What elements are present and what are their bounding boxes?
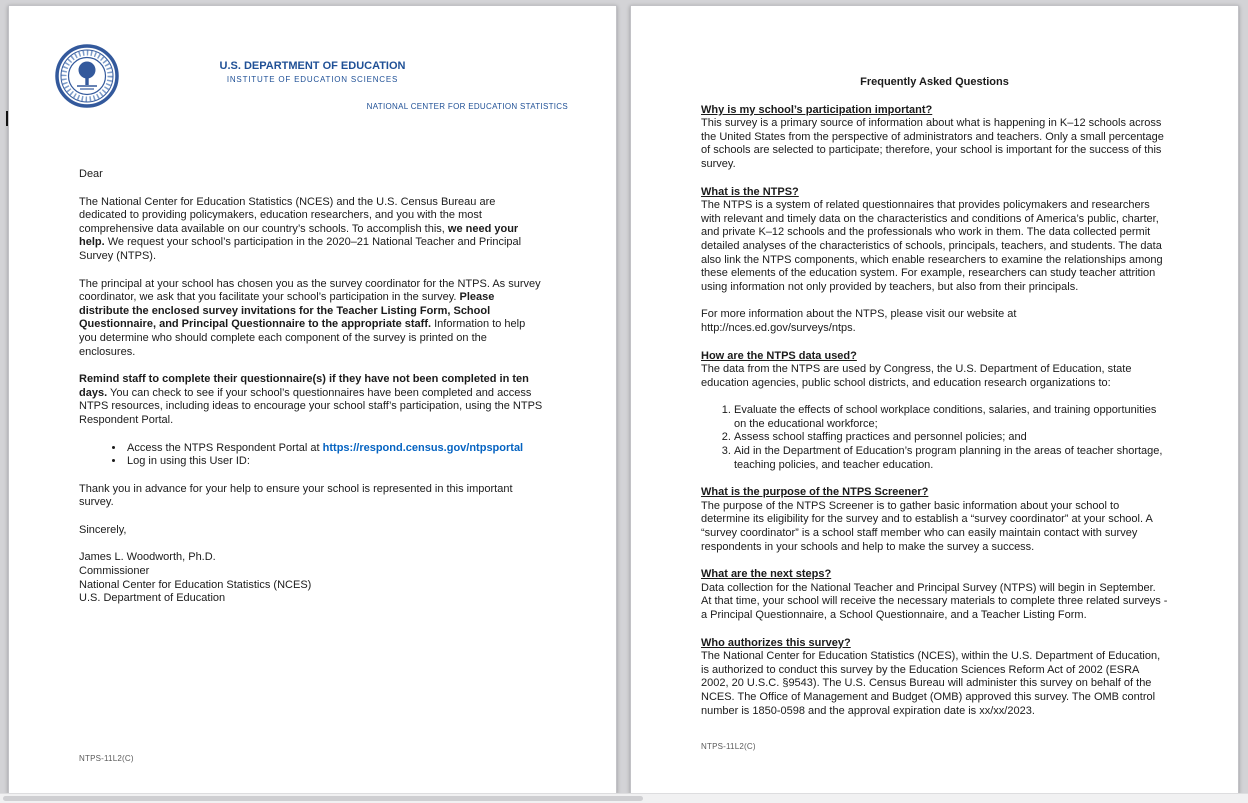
signature-name: James L. Woodworth, Ph.D. [79,551,216,564]
horizontal-scrollbar-thumb[interactable] [3,796,643,801]
p1-text-bold: we need your help. [79,222,519,249]
signature-block [79,551,546,605]
faq-answer-authorizes: The National Center for Education Statistics (NCES), within the U.S. Department of Education, is authorized to conduct this survey by the Education Sciences Reform Act of 2002 (ESRA 2002, 20 U.S.C. §9543). The U.S. Census Bureau will administer this survey on behalf of the NCES. The Office of Management and Budget (OMB) approved this survey. The OMB control number is 1850-0598 and the approval expiration date is xx/xx/2023. [701,650,1161,717]
faq-answer-data-used-intro: The data from the NTPS are used by Congress, the U.S. Department of Education, state education agencies, public school districts, and education research organizations to: [701,363,1132,389]
faq-title: Frequently Asked Questions [860,76,1009,88]
p3-text-b: You can check to see if your school’s questionnaires have been completed and access NTPS resources, including ideas to encourage your school staff’s participation, using the NTPS Respondent Portal. [79,386,543,426]
letterhead-institute: INSTITUTE OF EDUCATION SCIENCES [226,75,399,84]
faq-body [631,6,1238,718]
bullet-user-id [125,455,546,469]
p1-text-a: The National Center for Education Statistics (NCES) and the U.S. Census Bureau are dedicated to providing policymakers, education researchers, and you with the most comprehensive data available on our country’s schools. To accomplish this, [79,195,496,235]
faq-data-used-item: 1. Evaluate the effects of school workplace conditions, salaries, and training opportunities on the educational workforce; [734,404,1168,431]
faq-question-data-used: How are the NTPS data used? [701,349,857,362]
faq-answer-importance: This survey is a primary source of information about what is happening in K–12 schools across the United States from the perspective of administrators and teachers. Only a small percentage of schools are selected to participate; therefore, your school is important for the success of this survey. [701,117,1164,170]
bullet-portal-text: Access the NTPS Respondent Portal at [127,441,323,454]
faq-question-authorizes: Who authorizes this survey? [701,636,851,649]
faq-question-next-steps: What are the next steps? [701,568,832,581]
faq-answer-screener: The purpose of the NTPS Screener is to gather basic information about your school to determine its eligibility for the survey and to establish a “survey coordinator” at your school. A “survey coordinator” is a school staff member who can easily maintain contact with survey respondents in your schools and help to make the survey a success. [701,499,1153,553]
letter-page [8,5,617,794]
faq-data-used-item: 2. Assess school staffing practices and personnel policies; and [734,431,1168,445]
letter-paragraph-3 [79,373,546,427]
horizontal-scrollbar[interactable] [0,793,1248,803]
letter-paragraph-1 [79,196,546,264]
portal-link[interactable]: https://respond.census.gov/ntpsportal [322,441,524,454]
closing: Sincerely, [79,523,127,536]
bullet-portal-access [125,442,546,456]
letter-footer-code: NTPS-11L2(C) [79,754,134,763]
letterhead [9,44,616,122]
p1-text-c: We request your school’s participation in the 2020–21 National Teacher and Principal Survey (NTPS). [79,236,522,262]
letter-body [9,168,616,606]
faq-answer-next-steps: Data collection for the National Teacher and Principal Survey (NTPS) will begin in September. At that time, your school will receive the necessary materials to complete three related surveys - a Principal Questionnaire, a School Questionnaire, and a Teacher Listing Form. [701,581,1168,621]
signature-dept: U.S. Department of Education [79,592,226,605]
letter-paragraph-2 [79,278,546,360]
signature-title: Commissioner [79,565,150,578]
faq-footer-code: NTPS-11L2(C) [701,742,756,751]
salutation: Dear [79,168,103,180]
faq-answer-what-is-ntps-more: For more information about the NTPS, please visit our website at http://nces.ed.gov/surveys/ntps. [701,308,1017,334]
signature-org: National Center for Education Statistics (NCES) [79,578,312,591]
faq-question-importance: Why is my school’s participation important? [701,103,933,116]
portal-bullet-list [79,442,546,469]
bullet-user-id-text: Log in using this User ID: [127,455,250,468]
p2-text-c: Information to help you determine who should complete each component of the survey is printed on the enclosures. [79,318,526,358]
faq-question-screener: What is the purpose of the NTPS Screener? [701,486,929,499]
p2-text-a: The principal at your school has chosen you as the survey coordinator for the NTPS. As survey coordinator, we ask that you facilitate your school’s participation in the survey. [79,277,541,304]
p3-text-bold: Remind staff to complete their questionnaire(s) if they have not been completed in ten days. [79,373,529,399]
letterhead-nces: NATIONAL CENTER FOR EDUCATION STATISTICS [366,102,568,111]
faq-data-used-list [701,404,1168,472]
faq-data-used-item: 3. Aid in the Department of Education’s program planning in the areas of teacher shortage, teaching policies, and teacher education. [734,445,1168,472]
thanks-paragraph: Thank you in advance for your help to ensure your school is represented in this important survey. [79,482,513,509]
letterhead-department: U.S. DEPARTMENT OF EDUCATION [219,60,406,72]
faq-question-what-is-ntps: What is the NTPS? [701,185,799,198]
faq-answer-what-is-ntps: The NTPS is a system of related questionnaires that provides policymakers and researchers with relevant and timely data on the characteristics and conditions of America’s public, charter, and private K–12 schools and the professionals who work in them. The data collected permit detailed analyses of the characteristics of schools, principals, teachers, and students. The data also link the NTPS components, which enable researchers to examine the relationships among these elements of the education system. For example, researchers can study teacher attrition using information not only provided by teachers, but also from their principals. [701,199,1163,293]
p2-text-bold: Please distribute the enclosed survey invitations for the Teacher Listing Form, School Questionnaire, and Principal Questionnaire to the appropriate staff. [79,291,495,331]
faq-page [630,5,1239,794]
department-of-education-seal-icon [55,44,119,108]
